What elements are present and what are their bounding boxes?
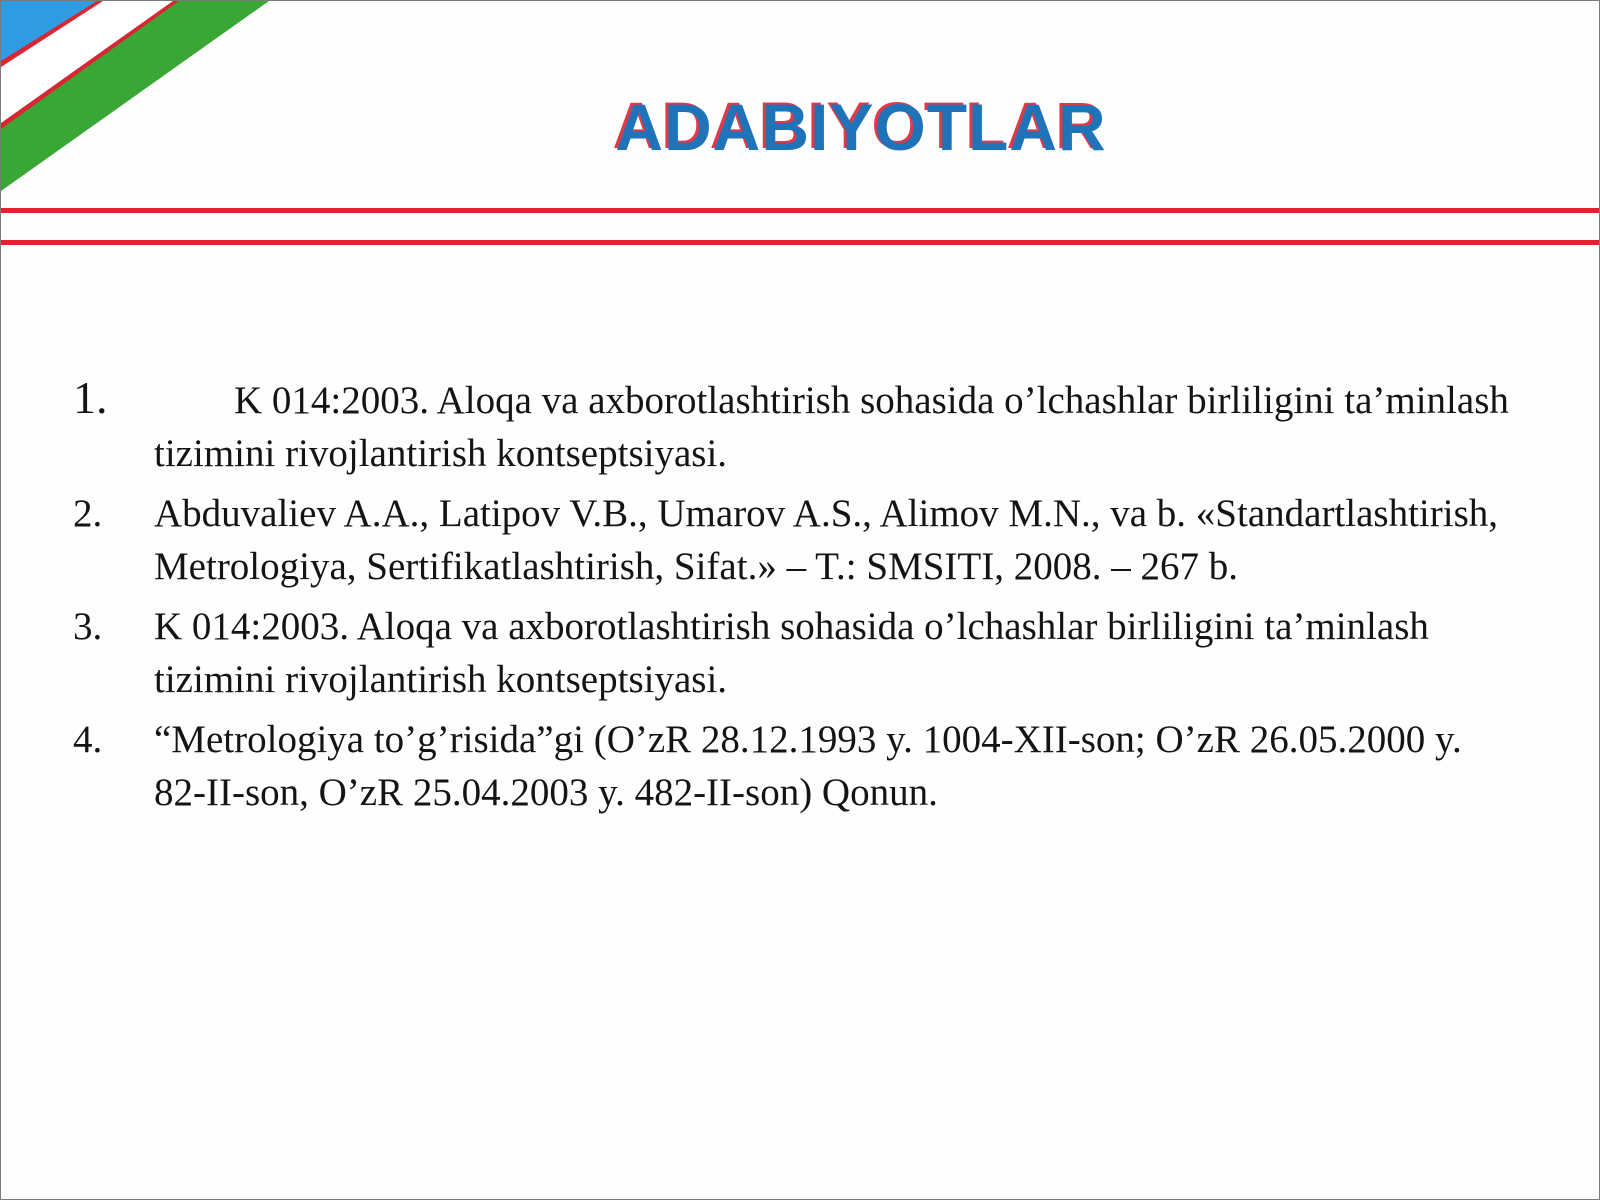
reference-text: K 014:2003. Aloqa va axborotlashtirish sohasida o’lchashlar birliligini ta’minlash tizimini rivojlantirish kontseptsiyasi. (154, 379, 1509, 475)
slide-title: ADABIYOTLAR (615, 90, 1107, 164)
reference-item (1, 374, 1600, 480)
reference-text: K 014:2003. Aloqa va axborotlashtirish sohasida o’lchashlar birliligini ta’minlash tizimini rivojlantirish kontseptsiyasi. (154, 605, 1429, 701)
reference-item (1, 713, 1600, 819)
reference-text: Abduvaliev A.A., Latipov V.B., Umarov A.S., Alimov M.N., va b. «Standartlashtirish, Metrologiya, Sertifikatlashtirish, Sifat.» – T.: SMSITI, 2008. – 267 b. (154, 492, 1499, 588)
reference-text: “Metrologiya to’g’risida”gi (O’zR 28.12.1993 y. 1004-XII-son; O’zR 26.05.2000 y. 82-II-son, O’zR 25.04.2003 y. 482-II-son) Qonun. (154, 718, 1462, 814)
reference-number: 4. (73, 718, 103, 761)
reference-list (1, 374, 1600, 826)
reference-item (1, 600, 1600, 706)
reference-number: 3. (73, 605, 103, 648)
header-rule-bottom (1, 240, 1600, 245)
reference-number: 1. (73, 372, 108, 423)
reference-item (1, 487, 1600, 593)
reference-number: 2. (73, 492, 103, 535)
header-rule-top (1, 208, 1600, 213)
